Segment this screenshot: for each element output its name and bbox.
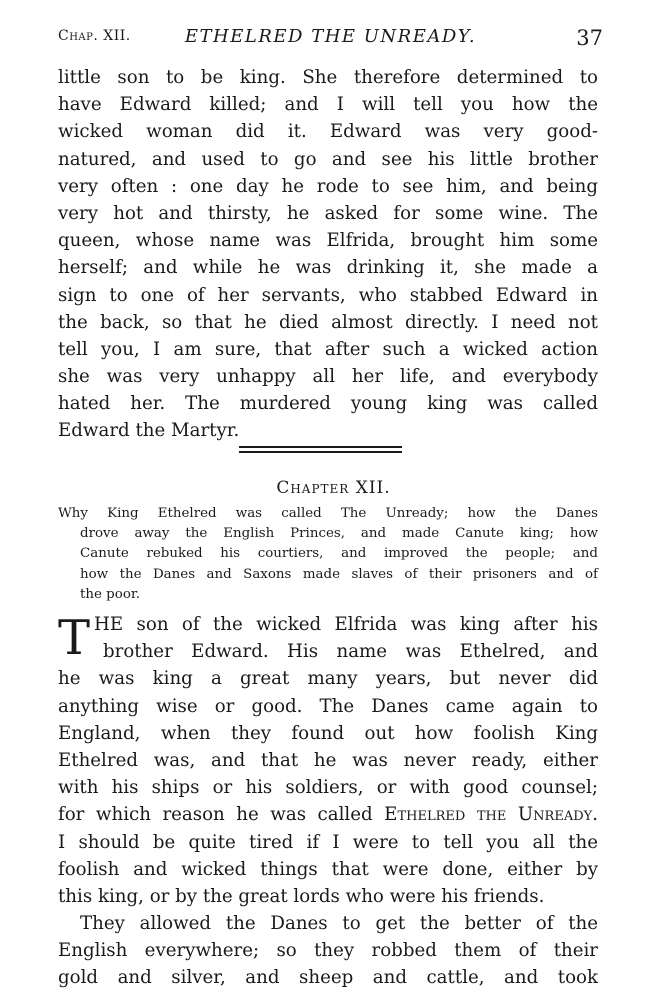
text-line: this king, or by the great lords who were his friends. bbox=[58, 885, 545, 907]
summary-line: Why King Ethelred was called The Unready; how the Danes bbox=[58, 506, 598, 521]
text-line bbox=[58, 801, 598, 828]
text-line: They allowed the Danes to get the better of the bbox=[80, 913, 598, 935]
text-line: Ethelred was, and that he was never ready, either bbox=[58, 749, 598, 771]
text-line: little son to be king. She therefore determined to bbox=[58, 67, 598, 88]
text-line: have Edward killed; and I will tell you how the bbox=[58, 94, 598, 116]
text-line: very often : one day he rode to see him, and being bbox=[58, 175, 598, 197]
text-line: natured, and used to go and see his little brother bbox=[58, 148, 598, 170]
section-rule-bottom bbox=[239, 451, 402, 453]
text-fragment: for which reason he was called bbox=[58, 804, 385, 826]
text-line: anything wise or good. The Danes came again to bbox=[58, 695, 598, 717]
text-line: foolish and wicked things that were done, either by bbox=[58, 858, 598, 880]
running-head-title: ETHELRED THE UNREADY. bbox=[184, 26, 477, 47]
text-line: Edward the Martyr. bbox=[58, 420, 240, 442]
text-line: queen, whose name was Elfrida, brought him some bbox=[58, 230, 598, 252]
drop-cap: T bbox=[58, 610, 91, 666]
previous-chapter-text bbox=[58, 64, 598, 445]
text-line: wicked woman did it. Edward was very good- bbox=[58, 121, 598, 143]
chapter-body-text bbox=[58, 611, 598, 992]
text-line: she was very unhappy all her life, and everybody bbox=[58, 366, 598, 388]
chapter-summary bbox=[58, 504, 598, 605]
text-line: he was king a great many years, but never did bbox=[58, 668, 598, 690]
summary-line: drove away the English Princes, and made Canute king; how bbox=[80, 526, 598, 542]
text-line: HE son of the wicked Elfrida was king after his bbox=[94, 614, 598, 635]
text-line: tell you, I am sure, that after such a wicked action bbox=[58, 338, 598, 360]
running-head bbox=[58, 26, 603, 54]
summary-line: the poor. bbox=[80, 586, 141, 602]
text-line: herself; and while he was drinking it, she made a bbox=[58, 257, 598, 279]
section-rule-top bbox=[239, 446, 402, 448]
text-line: very hot and thirsty, he asked for some wine. The bbox=[58, 202, 598, 224]
text-line: I should be quite tired if I were to tell you all the bbox=[58, 831, 598, 853]
text-line: hated her. The murdered young king was called bbox=[58, 393, 598, 415]
text-line: brother Edward. His name was Ethelred, and bbox=[103, 641, 598, 663]
text-line: sign to one of her servants, who stabbed Edward in bbox=[58, 284, 598, 306]
chapter-heading: Chapter XII. bbox=[276, 478, 391, 498]
text-line: the back, so that he died almost directly. I need not bbox=[58, 311, 598, 333]
text-line: with his ships or his soldiers, or with good counsel; bbox=[58, 777, 598, 799]
page-number: 37 bbox=[576, 26, 603, 50]
text-line: English everywhere; so they robbed them of their bbox=[58, 940, 598, 962]
running-head-chapter: Chap. XII. bbox=[58, 28, 131, 44]
text-line: gold and silver, and sheep and cattle, and took bbox=[58, 967, 598, 989]
text-line: England, when they found out how foolish King bbox=[58, 722, 598, 744]
summary-line: Canute rebuked his courtiers, and improved the people; and bbox=[80, 546, 598, 562]
king-epithet: Ethelred the Unready. bbox=[384, 804, 598, 826]
summary-line: how the Danes and Saxons made slaves of their prisoners and of bbox=[80, 566, 598, 582]
